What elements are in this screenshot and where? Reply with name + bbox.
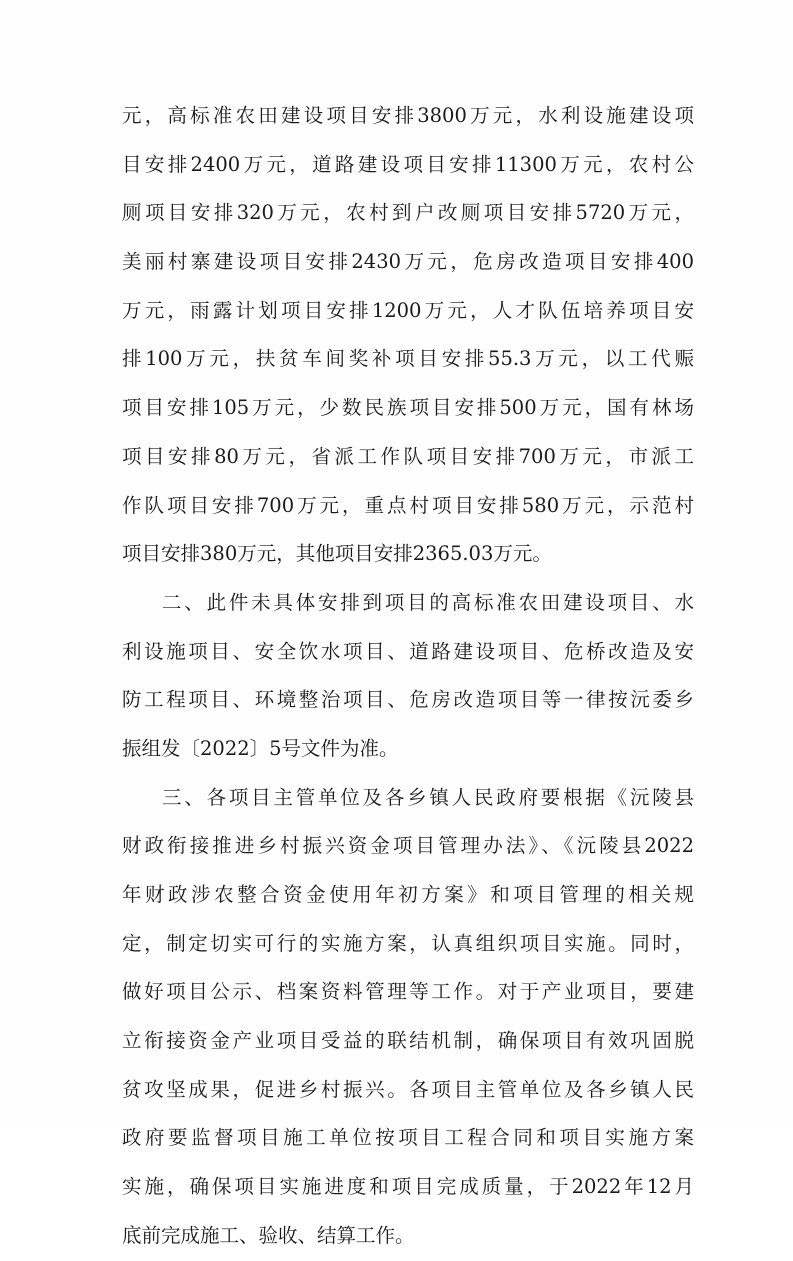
- text-line: 美丽村寨建设项目安排2430万元，危房改造项目安排400: [122, 250, 694, 274]
- text-line: 政府要监督项目施工单位按项目工程合同和项目实施方案: [122, 1126, 694, 1150]
- text-line: 项目安排80万元，省派工作队项目安排700万元，市派工: [122, 444, 694, 468]
- text-line: 三、各项目主管单位及各乡镇人民政府要根据《沅陵县: [162, 785, 694, 809]
- text-line: 项目安排380万元，其他项目安排2365.03万元。: [122, 542, 552, 566]
- text-line: 做好项目公示、档案资料管理等工作。对于产业项目，要建: [122, 980, 694, 1004]
- text-line: 二、此件未具体安排到项目的高标准农田建设项目、水: [162, 590, 694, 614]
- text-line: 立衔接资金产业项目受益的联结机制，确保项目有效巩固脱: [122, 1029, 694, 1053]
- text-line: 实施，确保项目实施进度和项目完成质量，于2022年12月: [122, 1175, 694, 1199]
- document-body: [122, 92, 694, 1261]
- text-line: 年财政涉农整合资金使用年初方案》和项目管理的相关规: [122, 883, 694, 906]
- text-line: 元，高标准农田建设项目安排3800万元，水利设施建设项: [122, 104, 694, 127]
- text-line: 振组发〔2022〕5号文件为准。: [122, 736, 399, 760]
- text-line: 作队项目安排700万元，重点村项目安排580万元，示范村: [122, 493, 694, 517]
- text-line: 底前完成施工、验收、结算工作。: [122, 1223, 415, 1247]
- text-line: 财政衔接推进乡村振兴资金项目管理办法》、《沅陵县2022: [122, 834, 694, 858]
- text-line: 定，制定切实可行的实施方案，认真组织项目实施。同时，: [122, 931, 694, 955]
- text-line: 利设施项目、安全饮水项目、道路建设项目、危桥改造及安: [122, 639, 694, 663]
- text-line: 万元，雨露计划项目安排1200万元，人才队伍培养项目安: [122, 298, 694, 322]
- text-line: 排100万元，扶贫车间奖补项目安排55.3万元，以工代赈: [122, 347, 694, 371]
- text-line: 厕项目安排320万元，农村到户改厕项目安排5720万元，: [122, 201, 694, 225]
- text-line: 防工程项目、环境整治项目、危房改造项目等一律按沅委乡: [122, 688, 694, 712]
- text-line: 目安排2400万元，道路建设项目安排11300万元，农村公: [122, 152, 694, 176]
- text-line: 项目安排105万元，少数民族项目安排500万元，国有林场: [122, 396, 694, 420]
- text-line: 贫攻坚成果，促进乡村振兴。各项目主管单位及各乡镇人民: [122, 1077, 694, 1101]
